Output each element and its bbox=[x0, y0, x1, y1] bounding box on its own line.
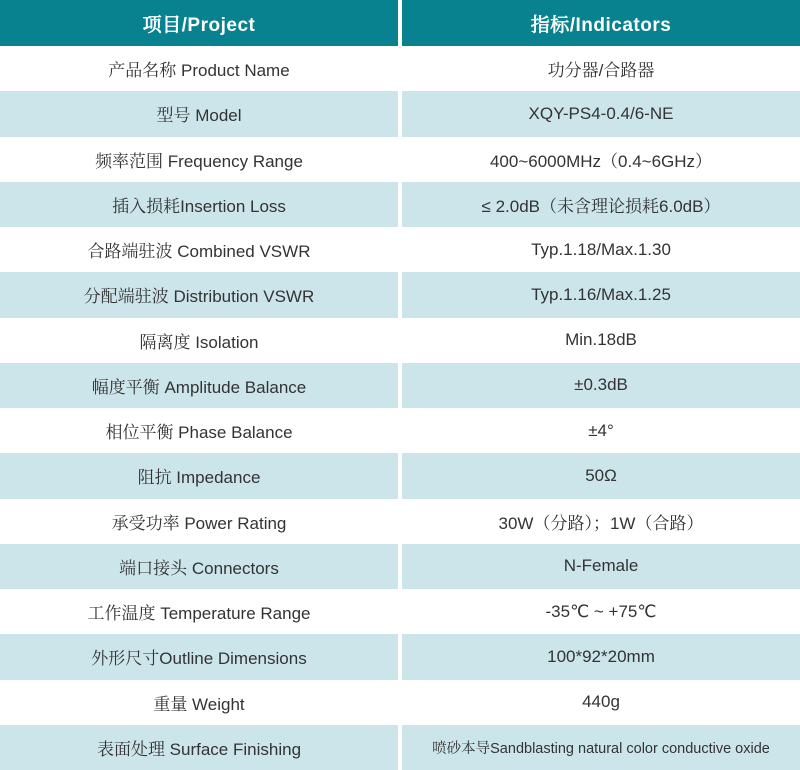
spec-value: ≤ 2.0dB（未含理论损耗6.0dB） bbox=[481, 196, 721, 216]
spec-label: 承受功率 Power Rating bbox=[111, 513, 287, 533]
spec-row bbox=[0, 182, 800, 227]
spec-row bbox=[0, 227, 800, 272]
spec-label: 表面处理 Surface Finishing bbox=[96, 739, 302, 759]
spec-value: 440g bbox=[582, 692, 620, 712]
spec-table-body bbox=[0, 46, 800, 770]
spec-row bbox=[0, 544, 800, 589]
spec-value: N-Female bbox=[563, 556, 639, 576]
spec-row bbox=[0, 725, 800, 770]
spec-value: Typ.1.16/Max.1.25 bbox=[531, 284, 671, 304]
header-cell-project: 项目/Project bbox=[0, 0, 398, 46]
spec-row bbox=[0, 363, 800, 408]
spec-value: 400~6000MHz（0.4~6GHz） bbox=[489, 151, 713, 171]
spec-row bbox=[0, 318, 800, 363]
spec-value: 喷砂本导Sandblasting natural color conductive oxide bbox=[432, 740, 770, 757]
spec-value: Min.18dB bbox=[565, 330, 637, 350]
spec-value: 100*92*20mm bbox=[547, 646, 655, 666]
spec-value: 功分器/合路器 bbox=[547, 61, 655, 81]
spec-row bbox=[0, 634, 800, 679]
spec-label: 幅度平衡 Amplitude Balance bbox=[91, 377, 307, 397]
spec-row bbox=[0, 680, 800, 725]
spec-label: 插入损耗Insertion Loss bbox=[112, 196, 286, 216]
spec-row bbox=[0, 272, 800, 317]
spec-value: ±0.3dB bbox=[574, 375, 628, 395]
spec-label: 端口接头 Connectors bbox=[119, 558, 279, 578]
spec-row bbox=[0, 91, 800, 136]
spec-row bbox=[0, 453, 800, 498]
spec-label: 重量 Weight bbox=[153, 694, 245, 714]
spec-label: 相位平衡 Phase Balance bbox=[105, 423, 293, 443]
spec-label: 工作温度 Temperature Range bbox=[87, 604, 311, 624]
spec-value: Typ.1.18/Max.1.30 bbox=[531, 239, 671, 259]
spec-value: 50Ω bbox=[585, 465, 617, 485]
spec-value: XQY-PS4-0.4/6-NE bbox=[528, 103, 674, 123]
spec-label: 合路端驻波 Combined VSWR bbox=[87, 242, 311, 262]
table-header-row bbox=[0, 0, 800, 46]
spec-row bbox=[0, 589, 800, 634]
spec-value: -35℃ ~ +75℃ bbox=[545, 601, 657, 621]
spec-label: 外形尺寸Outline Dimensions bbox=[91, 649, 307, 669]
spec-row bbox=[0, 499, 800, 544]
spec-value: ±4° bbox=[588, 420, 614, 440]
spec-label: 产品名称 Product Name bbox=[108, 61, 290, 81]
spec-row bbox=[0, 137, 800, 182]
spec-row bbox=[0, 408, 800, 453]
header-cell-indicators: 指标/Indicators bbox=[402, 0, 800, 46]
spec-row bbox=[0, 46, 800, 91]
spec-label: 分配端驻波 Distribution VSWR bbox=[83, 287, 315, 307]
spec-label: 隔离度 Isolation bbox=[139, 332, 259, 352]
spec-label: 阻抗 Impedance bbox=[137, 468, 261, 488]
spec-label: 频率范围 Frequency Range bbox=[95, 151, 303, 171]
spec-value: 30W（分路）；1W（合路） bbox=[498, 513, 704, 533]
spec-label: 型号 Model bbox=[156, 106, 242, 126]
